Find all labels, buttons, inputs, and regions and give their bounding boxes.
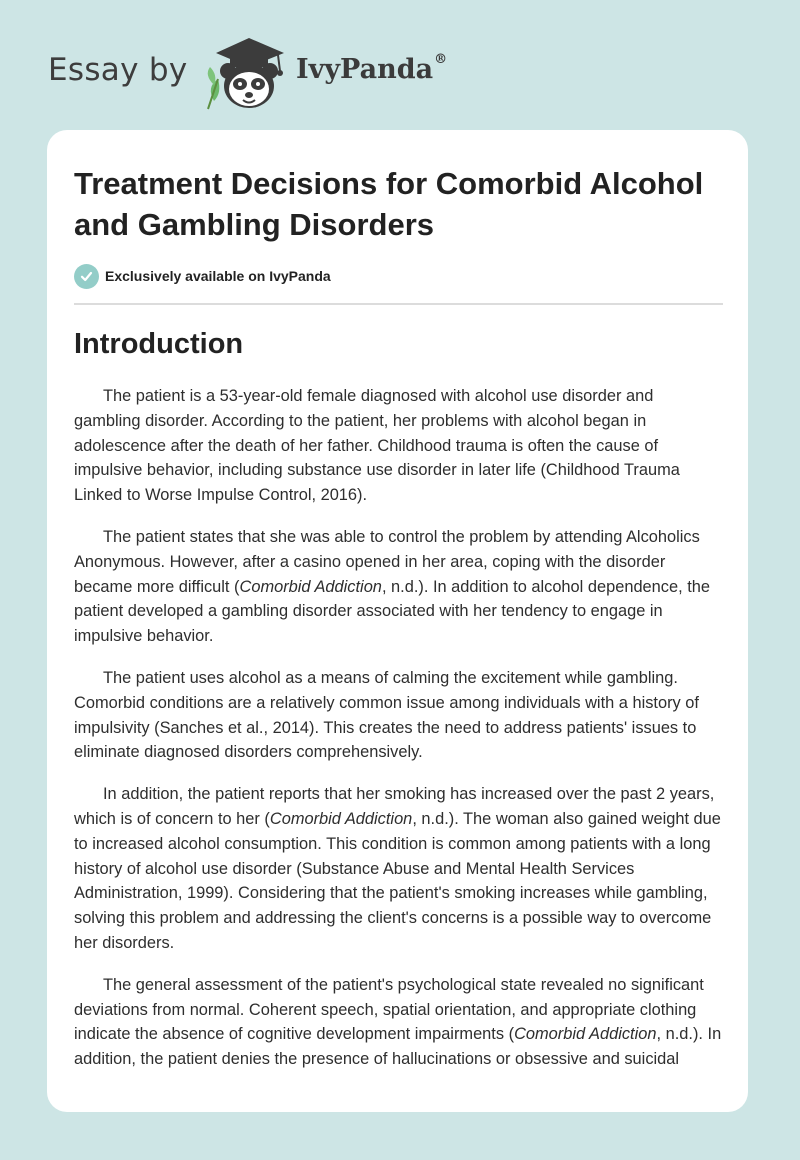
paragraph-4-citation-title: Comorbid Addiction xyxy=(269,809,413,828)
paragraph-4 xyxy=(74,782,724,956)
essay-card xyxy=(47,130,748,1112)
section-heading-introduction: Introduction xyxy=(74,328,244,360)
essay-title: Treatment Decisions for Comorbid Alcohol and Gambling Disorders xyxy=(74,166,704,242)
badge-label: Exclusively available on IvyPanda xyxy=(105,268,331,284)
brand-text: IvyPanda xyxy=(296,54,434,85)
exclusive-badge xyxy=(74,263,331,289)
paragraph-5-text-1: The general assessment of the patient's psychological state revealed no significant deviations from normal. Coherent speech, spatial orientation, and appropriate clothing indicate the absence of cognitive development impairments ( xyxy=(74,975,704,1044)
essay-by-label: Essay by xyxy=(48,52,188,88)
paragraph-4-text-1: In addition, the patient reports that her smoking has increased over the past 2 years, which is of concern to her ( xyxy=(74,785,715,828)
paragraph-5-text-2: , n.d.). In addition, the patient denies the presence of hallucinations or obsessive and suicidal xyxy=(74,1025,722,1069)
paragraph-5-citation-title: Comorbid Addiction xyxy=(514,1025,657,1044)
paragraph-2-citation-title: Comorbid Addiction xyxy=(239,577,382,596)
check-icon xyxy=(74,264,99,289)
site-header xyxy=(48,30,548,110)
paragraph-2-text-2: , n.d.). In addition to alcohol dependence, the patient developed a gambling disorder associated with her tendency to engage in impulsive behavior. xyxy=(74,577,710,646)
paragraph-3-text-1: The patient uses alcohol as a means of calming the excitement while gambling. Comorbid conditions are a relatively common issue among individuals with a history of impulsivity (Sanches et al., 2014). This creates the need to address patients' issues to eliminate diagnosed disorders comprehensively. xyxy=(74,668,699,762)
paragraph-4-text-2: , n.d.). The woman also gained weight due to increased alcohol consumption. This condition is common among patients with a long history of alcohol use disorder (Substance Abuse and Mental Health Services Administration, 1999). Considering that the patient's smoking increases while gambling, solving this problem and addressing the client's concerns is a possible way to overcome her disorders. xyxy=(74,809,721,952)
paragraph-2-text-1: The patient states that she was able to control the problem by attending Alcoholics Anonymous. However, after a casino opened in her area, coping with the disorder became more difficult ( xyxy=(74,527,700,596)
paragraph-1-text-1: The patient is a 53-year-old female diagnosed with alcohol use disorder and gambling disorder. According to the patient, her problems with alcohol began in adolescence after the death of her father. Childhood trauma is often the cause of impulsive behavior, including substance use disorder in later life (Childhood Trauma Linked to Worse Impulse Control, 2016). xyxy=(74,387,680,505)
paragraph-3 xyxy=(74,666,724,765)
paragraph-1 xyxy=(74,384,724,508)
paragraph-5 xyxy=(74,973,724,1072)
divider xyxy=(74,303,723,305)
panda-logo-icon[interactable] xyxy=(202,35,296,111)
paragraph-2 xyxy=(74,525,724,649)
brand-name[interactable] xyxy=(296,54,447,85)
registered-mark: ® xyxy=(434,52,448,67)
essay-body xyxy=(74,384,724,1089)
